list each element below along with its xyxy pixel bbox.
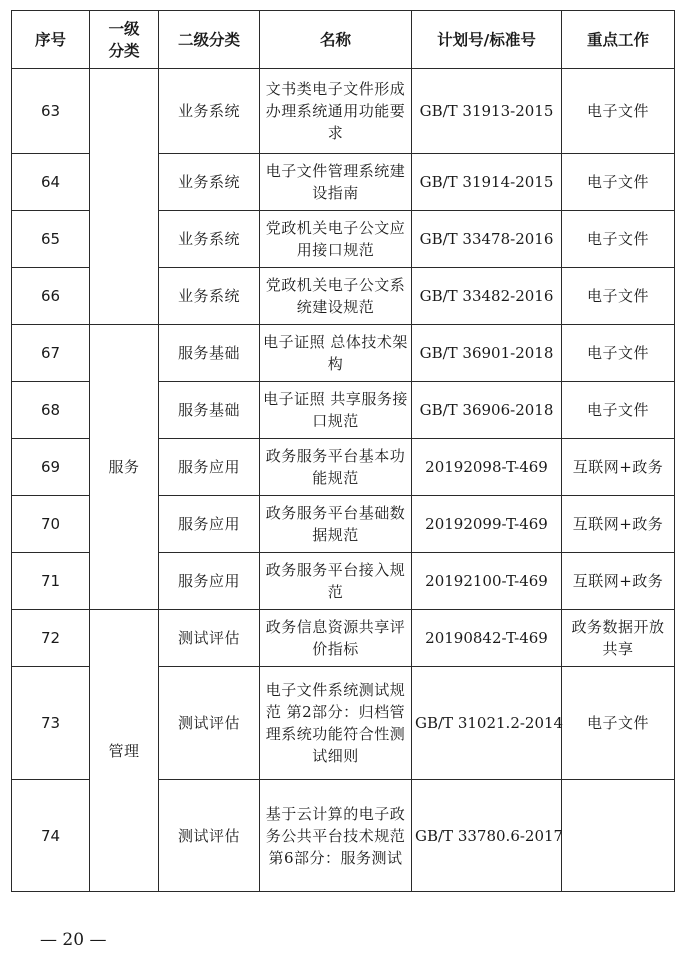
row-name: 文书类电子文件形成办理系统通用功能要求 (260, 69, 412, 154)
row-code: GB/T 33780.6-2017 (412, 780, 562, 892)
header-level2: 二级分类 (159, 11, 260, 69)
row-code: GB/T 36901-2018 (412, 325, 562, 382)
row-seq: 64 (12, 154, 90, 211)
row-seq: 65 (12, 211, 90, 268)
row-level2: 服务应用 (159, 496, 260, 553)
row-seq: 73 (12, 667, 90, 780)
row-name: 电子文件管理系统建设指南 (260, 154, 412, 211)
header-seq: 序号 (12, 11, 90, 69)
row-code: GB/T 36906-2018 (412, 382, 562, 439)
row-key-work (562, 780, 675, 892)
row-code: GB/T 31021.2-2014 (412, 667, 562, 780)
header-level1-line1: 一级 (108, 19, 140, 38)
row-level2: 业务系统 (159, 69, 260, 154)
row-level2: 服务应用 (159, 553, 260, 610)
row-code: 20190842-T-469 (412, 610, 562, 667)
row-code: 20192098-T-469 (412, 439, 562, 496)
row-code: GB/T 31914-2015 (412, 154, 562, 211)
row-name: 党政机关电子公文系统建设规范 (260, 268, 412, 325)
row-key-work: 互联网+政务 (562, 553, 675, 610)
row-key-work: 电子文件 (562, 154, 675, 211)
header-name: 名称 (260, 11, 412, 69)
row-name: 电子证照 总体技术架构 (260, 325, 412, 382)
row-level2: 测试评估 (159, 610, 260, 667)
row-level2: 测试评估 (159, 667, 260, 780)
row-key-work: 电子文件 (562, 268, 675, 325)
row-level2: 业务系统 (159, 154, 260, 211)
row-seq: 72 (12, 610, 90, 667)
row-name: 党政机关电子公文应用接口规范 (260, 211, 412, 268)
row-key-work: 电子文件 (562, 69, 675, 154)
row-seq: 69 (12, 439, 90, 496)
row-level2: 测试评估 (159, 780, 260, 892)
table-row (12, 325, 675, 382)
row-level2: 服务基础 (159, 382, 260, 439)
row-seq: 70 (12, 496, 90, 553)
row-key-work: 电子文件 (562, 667, 675, 780)
row-seq: 63 (12, 69, 90, 154)
row-key-work: 互联网+政务 (562, 439, 675, 496)
row-key-work: 政务数据开放共享 (562, 610, 675, 667)
row-name: 电子文件系统测试规范 第2部分：归档管理系统功能符合性测试细则 (260, 667, 412, 780)
standards-table (11, 10, 675, 892)
header-level1-line2: 分类 (108, 41, 140, 60)
row-seq: 67 (12, 325, 90, 382)
row-code: GB/T 33482-2016 (412, 268, 562, 325)
table-row (12, 69, 675, 154)
row-name: 政务服务平台基本功能规范 (260, 439, 412, 496)
header-row (12, 11, 675, 69)
row-name: 政务服务平台基础数据规范 (260, 496, 412, 553)
row-level2: 服务应用 (159, 439, 260, 496)
row-name: 政务服务平台接入规范 (260, 553, 412, 610)
table-row (12, 610, 675, 667)
group-cell-manage: 管理 (90, 610, 159, 892)
row-key-work: 电子文件 (562, 382, 675, 439)
header-key-work: 重点工作 (562, 11, 675, 69)
row-name: 基于云计算的电子政务公共平台技术规范 第6部分：服务测试 (260, 780, 412, 892)
row-seq: 74 (12, 780, 90, 892)
group-cell-service: 服务 (90, 325, 159, 610)
row-seq: 66 (12, 268, 90, 325)
row-level2: 业务系统 (159, 211, 260, 268)
row-level2: 服务基础 (159, 325, 260, 382)
row-seq: 71 (12, 553, 90, 610)
row-key-work: 电子文件 (562, 211, 675, 268)
row-level2: 业务系统 (159, 268, 260, 325)
row-name: 政务信息资源共享评价指标 (260, 610, 412, 667)
row-code: 20192099-T-469 (412, 496, 562, 553)
row-name: 电子证照 共享服务接口规范 (260, 382, 412, 439)
row-key-work: 互联网+政务 (562, 496, 675, 553)
row-key-work: 电子文件 (562, 325, 675, 382)
row-code: GB/T 33478-2016 (412, 211, 562, 268)
header-level1 (90, 11, 159, 69)
group-cell-top (90, 69, 159, 325)
row-code: 20192100-T-469 (412, 553, 562, 610)
row-seq: 68 (12, 382, 90, 439)
row-code: GB/T 31913-2015 (412, 69, 562, 154)
page-number: — 20 — (40, 930, 107, 950)
header-code: 计划号/标准号 (412, 11, 562, 69)
